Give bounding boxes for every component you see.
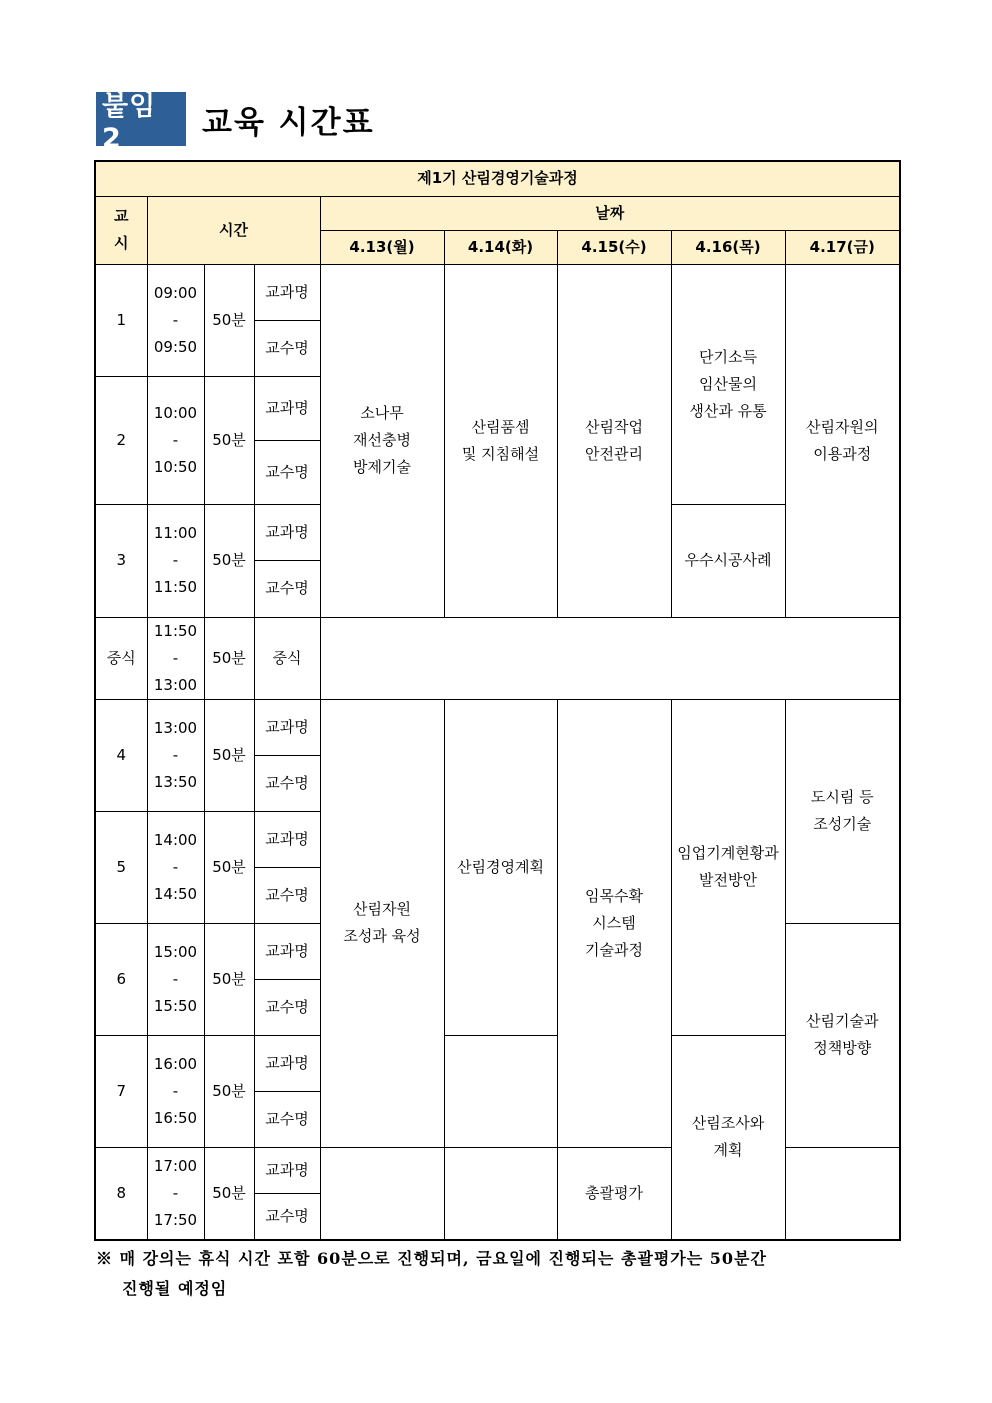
time-cell: 16:00 - 16:50 (147, 1035, 204, 1147)
time-cell: 13:00 - 13:50 (147, 699, 204, 811)
session-wed-am: 산림작업 안전관리 (557, 264, 671, 617)
session-wed-p8: 총괄평가 (557, 1147, 671, 1240)
session-fri-p8-empty (785, 1147, 900, 1240)
session-thu-am1: 단기소득 임산물의 생산과 유통 (671, 264, 785, 504)
footnote-line-1: ※ 매 강의는 휴식 시간 포함 60분으로 진행되며, 금요일에 진행되는 총괄평가는 50분간 (96, 1249, 767, 1268)
subject-label: 교과명 (254, 1147, 320, 1193)
session-wed-pm: 임목수확 시스템 기술과정 (557, 699, 671, 1147)
period-cell: 8 (95, 1147, 147, 1240)
session-thu-am2: 우수시공사례 (671, 504, 785, 617)
header-time: 시간 (147, 196, 320, 264)
date-tue: 4.14(화) (444, 230, 557, 264)
time-cell: 15:00 - 15:50 (147, 923, 204, 1035)
timetable (94, 160, 901, 1241)
subject-label: 교과명 (254, 923, 320, 979)
lunch-duration: 50분 (204, 617, 254, 699)
instructor-label: 교수명 (254, 1193, 320, 1240)
session-mon-am: 소나무 재선충병 방제기술 (320, 264, 444, 617)
duration-cell: 50분 (204, 699, 254, 811)
period-cell: 7 (95, 1035, 147, 1147)
subject-label: 교과명 (254, 376, 320, 440)
session-tue-p7-empty (444, 1035, 557, 1147)
subject-label: 교과명 (254, 699, 320, 755)
duration-cell: 50분 (204, 1035, 254, 1147)
duration-cell: 50분 (204, 376, 254, 504)
date-fri: 4.17(금) (785, 230, 900, 264)
duration-cell: 50분 (204, 264, 254, 376)
lunch-period: 중식 (95, 617, 147, 699)
session-fri-am: 산림자원의 이용과정 (785, 264, 900, 617)
lunch-time: 11:50 - 13:00 (147, 617, 204, 699)
table-row (95, 699, 900, 755)
course-title: 제1기 산림경영기술과정 (95, 161, 900, 196)
session-thu-pm2: 산림조사와 계획 (671, 1035, 785, 1240)
period-cell: 3 (95, 504, 147, 617)
session-fri-pm1: 도시림 등 조성기술 (785, 699, 900, 923)
session-mon-p8-empty (320, 1147, 444, 1240)
subject-label: 교과명 (254, 504, 320, 560)
attachment-badge: 붙임 2 (96, 92, 186, 146)
date-wed: 4.15(수) (557, 230, 671, 264)
period-cell: 1 (95, 264, 147, 376)
period-cell: 4 (95, 699, 147, 811)
header-date: 날짜 (320, 196, 900, 230)
instructor-label: 교수명 (254, 1091, 320, 1147)
footnote (96, 1244, 901, 1304)
header-period: 교 시 (95, 196, 147, 264)
instructor-label: 교수명 (254, 867, 320, 923)
session-tue-p8-empty (444, 1147, 557, 1240)
period-cell: 2 (95, 376, 147, 504)
period-cell: 5 (95, 811, 147, 923)
session-fri-pm2: 산림기술과 정책방향 (785, 923, 900, 1147)
time-cell: 09:00 - 09:50 (147, 264, 204, 376)
instructor-label: 교수명 (254, 560, 320, 617)
time-cell: 11:00 - 11:50 (147, 504, 204, 617)
period-cell: 6 (95, 923, 147, 1035)
session-thu-pm1: 임업기계현황과 발전방안 (671, 699, 785, 1035)
time-cell: 14:00 - 14:50 (147, 811, 204, 923)
subject-label: 교과명 (254, 264, 320, 320)
instructor-label: 교수명 (254, 755, 320, 811)
duration-cell: 50분 (204, 504, 254, 617)
subject-label: 교과명 (254, 811, 320, 867)
duration-cell: 50분 (204, 811, 254, 923)
lunch-row (95, 617, 900, 699)
instructor-label: 교수명 (254, 440, 320, 504)
table-row (95, 264, 900, 320)
time-cell: 10:00 - 10:50 (147, 376, 204, 504)
duration-cell: 50분 (204, 923, 254, 1035)
date-mon: 4.13(월) (320, 230, 444, 264)
instructor-label: 교수명 (254, 320, 320, 376)
document-heading (96, 91, 375, 154)
duration-cell: 50분 (204, 1147, 254, 1240)
date-thu: 4.16(목) (671, 230, 785, 264)
lunch-blank (320, 617, 900, 699)
lunch-label: 중식 (254, 617, 320, 699)
table-row (95, 1035, 900, 1091)
footnote-line-2: 진행될 예정임 (122, 1279, 228, 1298)
session-tue-am: 산림품셈 및 지침해설 (444, 264, 557, 617)
subject-label: 교과명 (254, 1035, 320, 1091)
session-tue-pm: 산림경영계획 (444, 699, 557, 1035)
page-title: 교육 시간표 (202, 104, 375, 141)
time-cell: 17:00 - 17:50 (147, 1147, 204, 1240)
instructor-label: 교수명 (254, 979, 320, 1035)
session-mon-pm: 산림자원 조성과 육성 (320, 699, 444, 1147)
